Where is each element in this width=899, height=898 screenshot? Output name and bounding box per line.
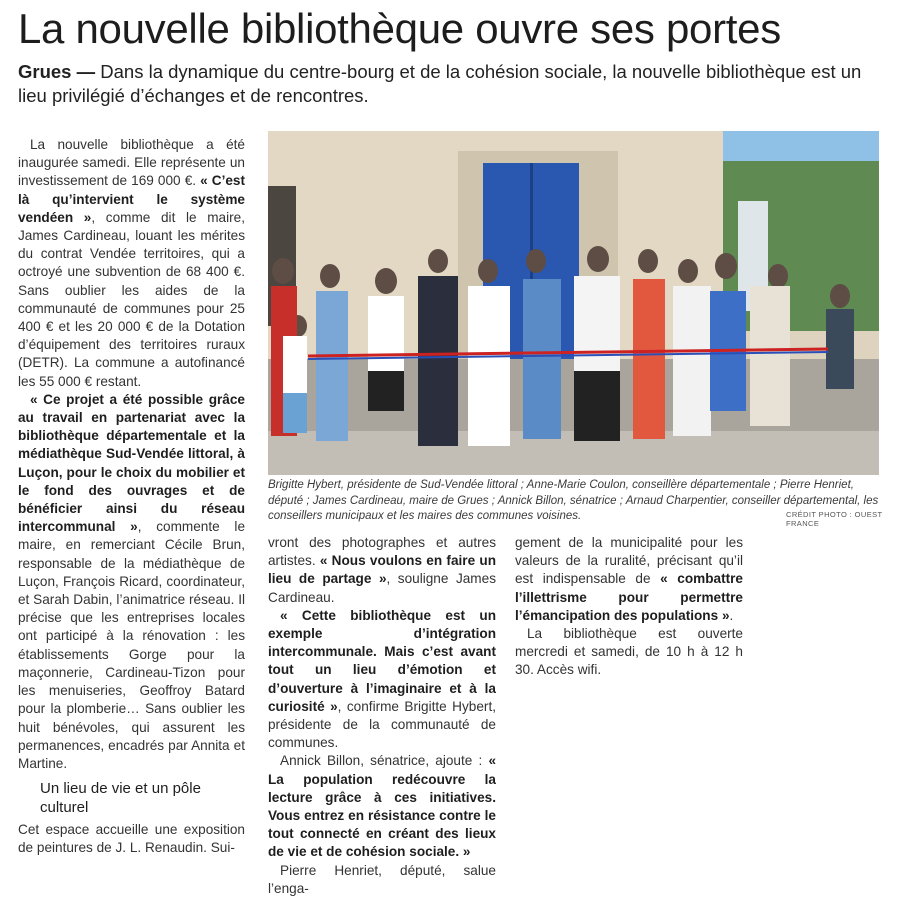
article-column-3 <box>515 534 743 680</box>
quote-bold: « C’est là qu’intervient le système vendéen » <box>18 173 245 225</box>
paragraph <box>268 752 496 861</box>
text-run: , comme dit le maire, James Cardineau, louant les mérites du contrat Vendée territoires, qui a octroyé une subvention de 68 400 €. Sans oublier les aides de la communauté de communes pour 25 400 € et les 20 000 € de la Dotation d’équipement des territoires ruraux (DETR). La commune a autofinancé les 55 000 € restant. <box>18 209 245 389</box>
paragraph <box>268 534 496 607</box>
quote-bold: « Nous voulons en faire un lieu de partage » <box>268 553 496 587</box>
text-run: La nouvelle bibliothèque a été inaugurée samedi. Elle représente un investissement de 169 000 €. <box>18 137 245 189</box>
quote-bold: « Cette bibliothèque est un exemple d’intégration intercommunale. Mais c’est avant tout un lieu d’émotion et d’ouverture à l’imaginaire et à la curiosité » <box>268 607 496 714</box>
photo-credit: CRÉDIT PHOTO : OUEST FRANCE <box>786 510 883 528</box>
text-run: gement de la municipalité pour les valeurs de la ruralité, précisant qu’il est indispensable de <box>515 535 743 587</box>
intertitle: Un lieu de vie et un pôle culturel <box>40 780 201 817</box>
paragraph <box>515 534 743 625</box>
text-run: . <box>729 607 734 623</box>
paragraph: Pierre Henriet, député, salue l’enga- <box>268 862 496 896</box>
article-column-2 <box>268 534 496 898</box>
text-run: , commente le maire, en remerciant Cécile Brun, responsable de la médiathèque de Luçon, François Ricard, coordinateur, et Sarah Dabin, l’animatrice réseau. Il précise que les entreprises locales ont participé à la rénovation : les établissements Gorge pour la maçonnerie, Cardineau-Tizon pour les menuiseries, Geoffroy Batard pour la plomberie… Sans oublier les huit bénévoles, qui assurent les permanences, encadrés par Annita et Martine. <box>18 519 246 771</box>
paragraph: Cet espace accueille une exposition de peintures de J. L. Renaudin. Sui- <box>18 822 245 856</box>
text-run: , confirme Brigitte Hybert, présidente de la communauté de communes. <box>268 698 496 751</box>
quote-bold: « combattre l’illettrisme pour permettre l’émancipation des populations » <box>515 571 743 623</box>
text-run: Annick Billon, sénatrice, ajoute : <box>280 753 483 769</box>
lead-text: Dans la dynamique du centre-bourg et de la cohésion sociale, la nouvelle bibliothèque est un lieu privilégié d’échanges et de rencontres. <box>18 61 862 106</box>
paragraph <box>18 391 245 773</box>
text-run: , souligne James Cardineau. <box>268 571 496 605</box>
quote-bold: « La population redécouvre la lecture grâce à ces initiatives. Vous entrez en résistance contre le tout connecté en créant des lieux de vie et de cohésion sociale. » <box>268 753 496 860</box>
article-photo <box>268 131 879 475</box>
ceremony-photo-illustration <box>268 131 879 475</box>
paragraph <box>268 607 496 753</box>
paragraph: La bibliothèque est ouverte mercredi et samedi, de 10 h à 12 h 30. Accès wifi. <box>515 626 743 678</box>
lead-dateline: Grues — <box>18 61 96 82</box>
article-lead <box>18 60 878 108</box>
quote-bold: « Ce projet a été possible grâce au travail en partenariat avec la bibliothèque départementale et la médiathèque Sud-Vendée littoral, à Luçon, pour le choix du mobilier et le fond des ouvrages et de bénéficier ainsi du réseau intercommunal » <box>18 391 245 535</box>
article-column-1 <box>18 136 245 858</box>
photo-caption: Brigitte Hybert, présidente de Sud-Vendée littoral ; Anne-Marie Coulon, conseillère départementale ; Pierre Henriet, député ; James Cardineau, maire de Grues ; Annick Billon, sénatrice ; Arnaud Charpentier, conseiller départemental, les conseillers municipaux et les maires des communes voisines. <box>268 479 879 522</box>
text-run: vront des photographes et autres artistes. <box>268 535 496 569</box>
paragraph <box>18 136 245 391</box>
article-headline: La nouvelle bibliothèque ouvre ses portes <box>18 5 781 52</box>
